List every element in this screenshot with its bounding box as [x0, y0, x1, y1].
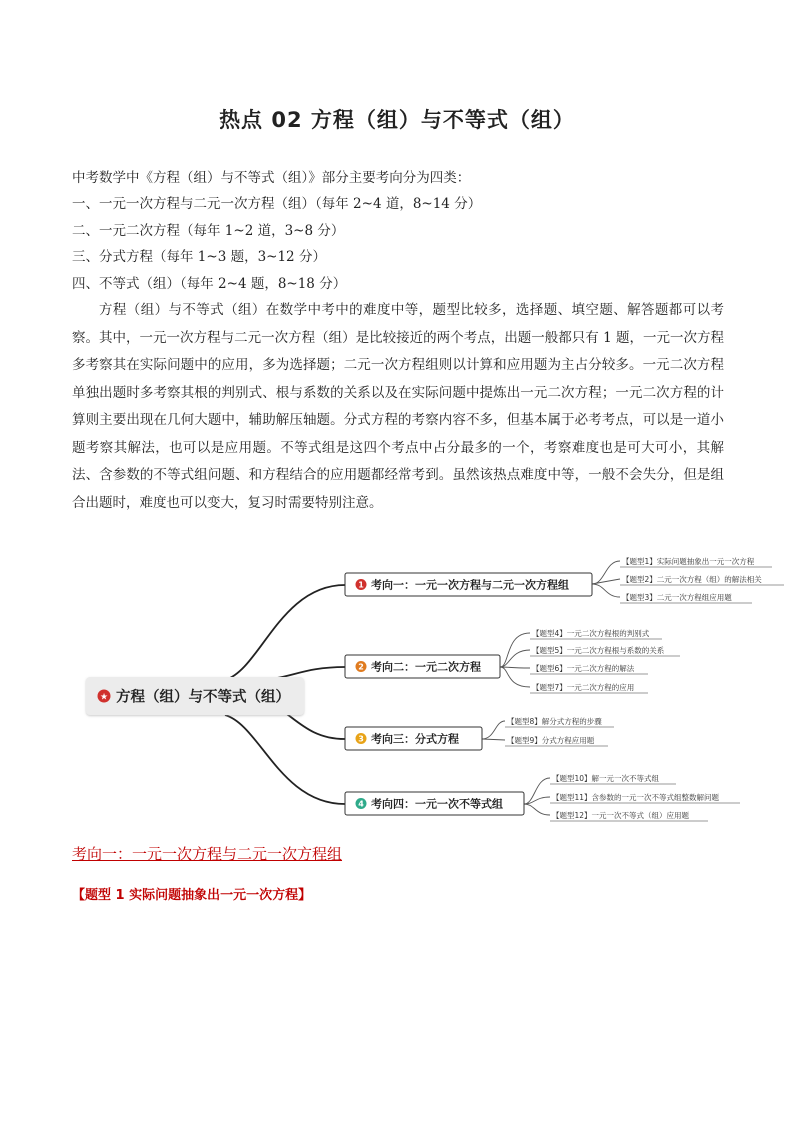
branch-3-label: 考向三：分式方程 — [371, 732, 459, 746]
intro-item-4: 四、不等式（组）（每年 2~4 题，8~18 分） — [72, 276, 347, 292]
sub-heading: 【题型 1 实际问题抽象出一元一次方程】 — [72, 888, 312, 903]
page-title: 热点 02 方程（组）与不等式（组） — [219, 108, 575, 132]
branch-2-label: 考向二：一元二次方程 — [371, 660, 481, 674]
leaf-8: 【题型8】解分式方程的步骤 — [507, 717, 602, 726]
intro-item-1: 一、一元一次方程与二元一次方程（组）（每年 2~4 道，8~14 分） — [72, 196, 482, 212]
svg-text:3: 3 — [358, 734, 364, 744]
leaf-10: 【题型10】解一元一次不等式组 — [552, 774, 660, 783]
branch-2-leaves — [532, 628, 665, 692]
branch-1 — [345, 573, 592, 596]
intro-item-2: 二、一元二次方程（每年 1~2 道，3~8 分） — [72, 223, 345, 239]
svg-text:★: ★ — [99, 692, 109, 703]
svg-text:2: 2 — [358, 662, 364, 672]
intro-item-3: 三、分式方程（每年 1~3 题，3~12 分） — [72, 249, 326, 265]
svg-text:4: 4 — [358, 799, 364, 809]
svg-text:1: 1 — [358, 580, 364, 590]
leaf-1: 【题型1】实际问题抽象出一元一次方程 — [622, 557, 755, 566]
branch-4-label: 考向四：一元一次不等式组 — [371, 797, 503, 811]
section-heading: 考向一：一元一次方程与二元一次方程组 — [72, 845, 343, 863]
leaf-12: 【题型12】一元一次不等式（组）应用题 — [552, 811, 690, 820]
leaf-2: 【题型2】二元一次方程（组）的解法相关 — [622, 575, 762, 584]
leaf-4: 【题型4】一元二次方程根的判别式 — [532, 629, 650, 638]
branch-3-leaves — [507, 716, 602, 745]
mind-map-root — [86, 677, 304, 715]
leaf-5: 【题型5】一元二次方程根与系数的关系 — [532, 646, 665, 655]
branch-2 — [345, 655, 500, 678]
leaf-11: 【题型11】含参数的一元一次不等式组整数解问题 — [552, 793, 720, 802]
branch-3 — [345, 727, 482, 750]
intro-lead: 中考数学中《方程（组）与不等式（组）》部分主要考向分为四类： — [72, 170, 471, 186]
branch-4-leaves — [552, 773, 720, 820]
leaf-3: 【题型3】二元一次方程组应用题 — [622, 593, 732, 602]
intro-paragraph: 方程（组）与不等式（组）在数学中考中的难度中等，题型比较多，选择题、填空题、解答题都可以考察。其中，一元一次方程与二元一次方程（组）是比较接近的两个考点，出题一般都只有 1 题，一元一次方程多考察其在实际问题中的应用，多为选择题；二元一次方程组则以计算和应用题为主占分较多。一元二次方程单独出题时多考察其根的判别式、根与系数的关系以及在实际问题中提炼出一元二次方程；一元二次方程的计算则主要出现在几何大题中，辅助解压轴题。分式方程的考察内容不多，但基本属于必考考点，可以是一道小题考察其解法，也可以是应用题。不等式组是这四个考点中占分最多的一个，考察难度也是可大可小，其解法、含参数的不等式组问题、和方程结合的应用题都经常考到。虽然该热点难度中等，一般不会失分，但是组合出题时，难度也可以变大，复习时需要特别注意。 — [72, 302, 724, 511]
leaf-7: 【题型7】一元二次方程的应用 — [532, 683, 635, 692]
root-label: 方程（组）与不等式（组） — [116, 689, 290, 706]
leaf-6: 【题型6】一元二次方程的解法 — [532, 664, 635, 673]
branch-1-leaves — [622, 556, 762, 602]
leaf-9: 【题型9】分式方程应用题 — [507, 736, 595, 745]
mind-map — [0, 540, 794, 840]
branch-4 — [345, 792, 524, 815]
branch-1-label: 考向一：一元一次方程与二元一次方程组 — [371, 578, 569, 592]
